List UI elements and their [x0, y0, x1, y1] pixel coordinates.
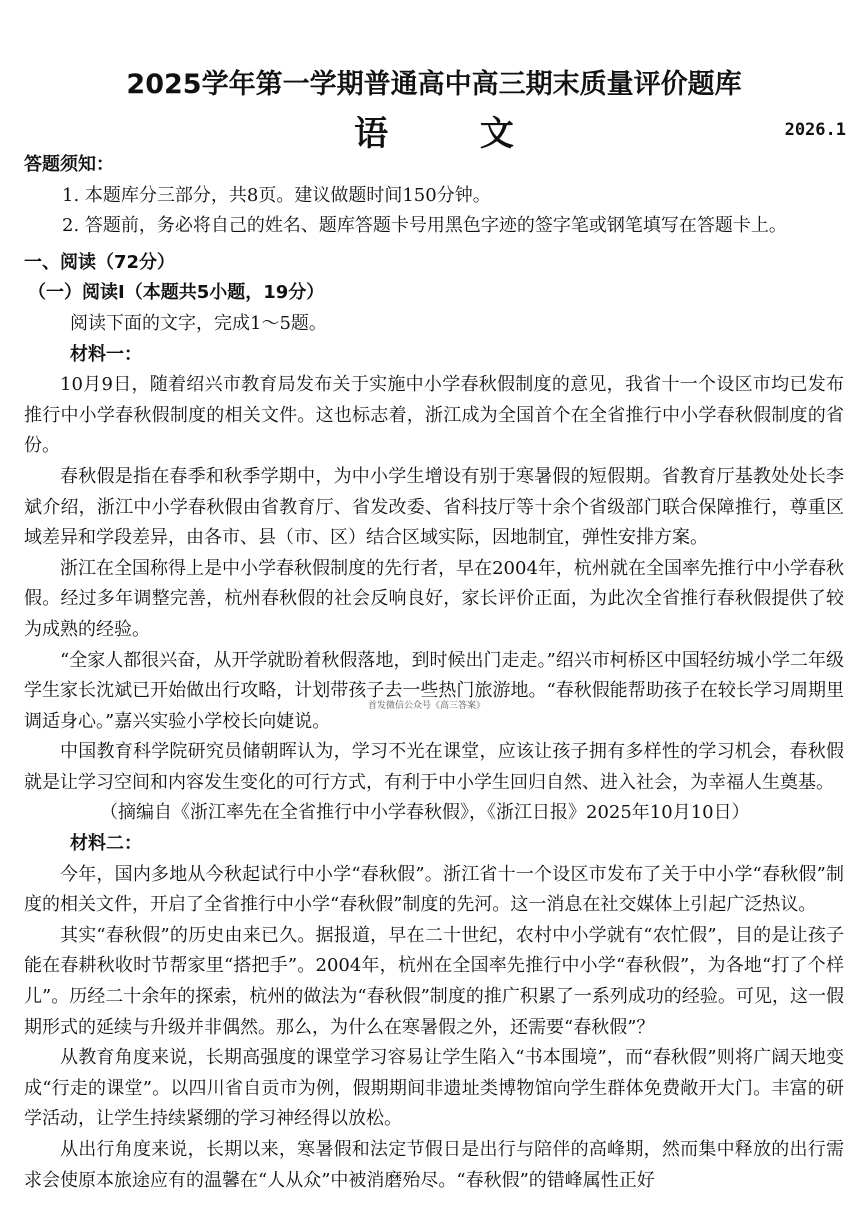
- material1-label: 材料一：: [70, 343, 142, 365]
- section-subheading: （一）阅读Ⅰ（本题共5小题，19分）: [28, 282, 325, 304]
- material1-paragraph: 浙江在全国称得上是中小学春秋假制度的先行者，早在2004年，杭州就在全国率先推行中小学春秋假。经过多年调整完善，杭州春秋假的社会反响良好，家长评价正面，为此次全省推行春秋假提供了较为成熟的经验。: [24, 557, 844, 640]
- section-heading: 一、阅读（72分）: [24, 251, 176, 273]
- material2-paragraph: 从教育角度来说，长期高强度的课堂学习容易让学生陷入“书本围境”，而“春秋假”则将广阔天地变成“行走的课堂”。以四川省自贡市为例，假期期间非遗址类博物馆向学生群体免费敞开大门。丰富的研学活动，让学生持续紧绷的学习神经得以放松。: [24, 1047, 844, 1130]
- material2-paragraph: 今年，国内多地从今秋起试行中小学“春秋假”。浙江省十一个设区市发布了关于中小学“春秋假”制度的相关文件，开启了全省推行中小学“春秋假”制度的先河。这一消息在社交媒体上引起广泛热议。: [24, 863, 844, 916]
- material1-paragraph: 春秋假是指在春季和秋季学期中，为中小学生增设有别于寒暑假的短假期。省教育厅基教处处长李斌介绍，浙江中小学春秋假由省教育厅、省发改委、省科技厅等十余个省级部门联合保障推行，尊重区域差异和学段差异，由各市、县（市、区）结合区域实际，因地制宜，弹性安排方案。: [24, 465, 844, 549]
- instructions-heading: 答题须知：: [24, 154, 114, 175]
- section-prompt: 阅读下面的文字，完成1～5题。: [70, 312, 327, 334]
- material1-paragraph: 中国教育科学院研究员储朝晖认为，学习不光在课堂，应该让孩子拥有多样性的学习机会，春秋假就是让学习空间和内容发生变化的可行方式，有利于中小学生回归自然、进入社会，为幸福人生奠基。: [24, 741, 844, 793]
- material2-label: 材料二：: [70, 833, 142, 855]
- material1-paragraph: 10月9日，随着绍兴市教育局发布关于实施中小学春秋假制度的意见，我省十一个设区市均已发布推行中小学春秋假制度的相关文件。这也标志着，浙江成为全国首个在全省推行中小学春秋假制度的省份。: [24, 374, 844, 457]
- subject-heading: 语 文: [354, 114, 554, 154]
- instruction-item: 2. 答题前，务必将自己的姓名、题库答题卡号用黑色字迹的签字笔或钢笔填写在答题卡上。: [62, 215, 787, 237]
- instruction-item: 1. 本题库分三部分，共8页。建议做题时间150分钟。: [62, 184, 491, 206]
- material2-paragraph: 从出行角度来说，长期以来，寒暑假和法定节假日是出行与陪伴的高峰期，然而集中释放的出行需求会使原本旅途应有的温馨在“人从众”中被消磨殆尽。“春秋假”的错峰属性正好: [24, 1139, 844, 1191]
- exam-date: 2026.1: [784, 120, 846, 140]
- material1-source: （摘编自《浙江率先在全省推行中小学春秋假》，《浙江日报》2025年10月10日）: [100, 802, 750, 824]
- exam-title: 2025学年第一学期普通高中高三期末质量评价题库: [126, 69, 742, 100]
- material2-paragraph: 其实“春秋假”的历史由来已久。据报道，早在二十世纪，农村中小学就有“农忙假”，目的是让孩子能在春耕秋收时节帮家里“搭把手”。2004年，杭州在全国率先推行中小学“春秋假”，为各地“打了个样儿”。历经二十余年的探索，杭州的做法为“春秋假”制度的推广积累了一系列成功的经验。可见，这一假期形式的延续与升级并非偶然。那么，为什么在寒暑假之外，还需要“春秋假”？: [24, 924, 844, 1038]
- material1-paragraph: “全家人都很兴奋，从开学就盼着秋假落地，到时候出门走走。”绍兴市柯桥区中国轻纺城小学二年级学生家长沈斌已开始做出行攻略，计划带孩子去一些热门旅游地。“春秋假能帮助孩子在较长学习周期里调适身心。”嘉兴实验小学校长向婕说。: [24, 649, 844, 732]
- watermark-text: 首发微信公众号《高三答案》: [368, 701, 486, 711]
- exam-body: [24, 150, 844, 1196]
